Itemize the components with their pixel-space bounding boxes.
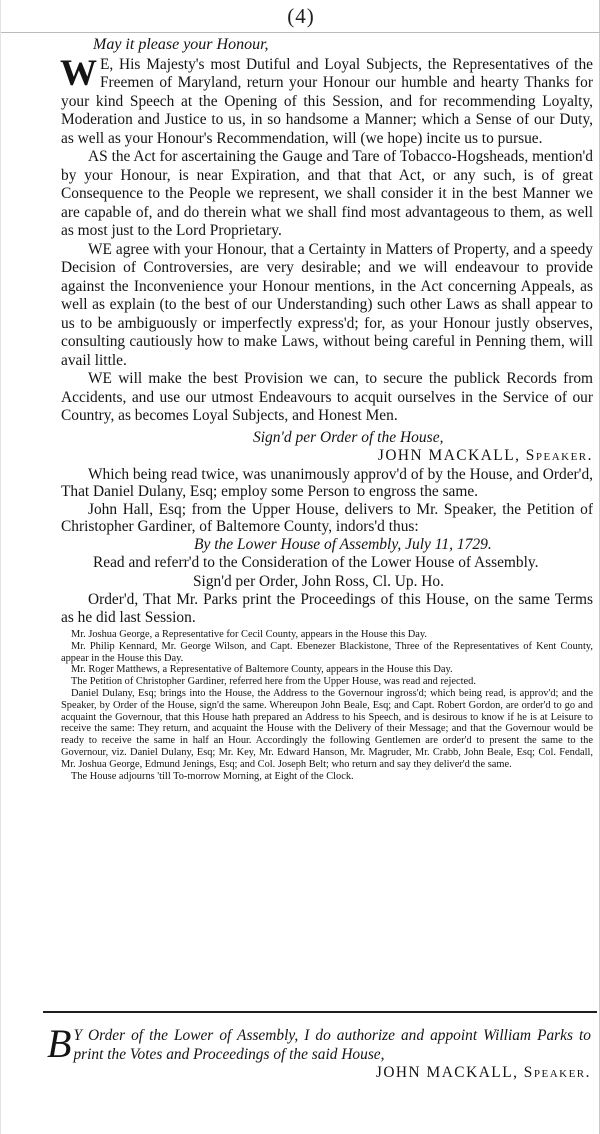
note-1: Mr. Joshua George, a Representative for Cecil County, appears in the House this Day. xyxy=(71,629,427,640)
drop-cap: W xyxy=(60,52,98,94)
page-number: (4) xyxy=(287,4,315,28)
note-2: Mr. Philip Kennard, Mr. George Wilson, and Capt. Ebenezer Blackistone, Three of the Representatives of Kent County, appear in the House this Day. xyxy=(61,640,593,664)
authorization-text xyxy=(47,1021,591,1066)
address-paragraph-1-text: E, His Majesty's most Dutiful and Loyal Subjects, the Representatives of the Freemen of Maryland, return your Honour our humble and hearty Thanks for your kind Speech at the Opening of this Session, and for recommending Loyalty, Moderation and Justice to us, in so handsome a Manner; which a Sense of our Duty, as well as your Honour's Recommendation, will (we hope) incite us to pursue. xyxy=(61,55,593,147)
authorization-body: Y Order of the Lower of Assembly, I do authorize and appoint William Parks to print the Votes and Proceedings of the said House, xyxy=(73,1027,591,1063)
speaker-signature: JOHN MACKALL, Speaker. xyxy=(377,447,593,464)
authorization-block xyxy=(47,1021,591,1083)
header-rule xyxy=(1,32,600,33)
petition-referral: Read and referr'd to the Consideration of the Lower House of Assembly. xyxy=(93,554,539,571)
petition-endorsement: By the Lower House of Assembly, July 11, 1729. xyxy=(194,535,492,553)
address-paragraph-2: AS the Act for ascertaining the Gauge and Tare of Tobacco-Hogsheads, mention'd by your Honour, is near Expiration, and that that Act, or any such, is of great Consequence to the People we represent, we shall consider it in the best Manner we are capable of, and do therein what we shall find most advantageous to them, as well as most just to the Lord Proprietary. xyxy=(61,148,593,239)
salutation: May it please your Honour, xyxy=(93,36,269,53)
address-paragraph-4: WE will make the best Provision we can, to secure the publick Records from Accidents, and use our utmost Endeavours to acquit ourselves in the Service of our Country, as becomes Loyal Subjects, and Honest Men. xyxy=(61,370,593,424)
section-rule xyxy=(43,1011,597,1013)
note-6: The House adjourns 'till To-morrow Morning, at Eight of the Clock. xyxy=(71,770,354,782)
address-paragraph-1 xyxy=(60,52,593,149)
proceeding-approval: Which being read twice, was unanimously approv'd of by the House, and Order'd, That Daniel Dulany, Esq; employ some Person to engross the same. xyxy=(61,465,593,500)
address-paragraph-3: WE agree with your Honour, that a Certainty in Matters of Property, and a speedy Decision of Controversies, are very desirable; and we will endeavour to provide against the Inconvenience your Honour mentions, in the Act concerning Appeals, as well as explain (to the best of our Understanding) such other Laws as shall appear to us to be ambiguously or imperfectly express'd; for, as your Honour justly observes, consulting cautiously how to make Laws, without being careful in Penning them, will avail little. xyxy=(61,240,593,369)
note-4: The Petition of Christopher Gardiner, referred here from the Upper House, was read and rejected. xyxy=(71,676,476,688)
proceeding-petition: John Hall, Esq; from the Upper House, delivers to Mr. Speaker, the Petition of Christopher Gardiner, of Baltemore County, indors'd thus: xyxy=(61,500,593,535)
print-order: Order'd, That Mr. Parks print the Proceedings of this House, on the same Terms as he did last Session. xyxy=(61,591,593,626)
minutes-notes xyxy=(61,629,593,782)
signed-order-line: Sign'd per Order of the House, xyxy=(253,428,444,446)
note-5: Daniel Dulany, Esq; brings into the House, the Address to the Governour ingross'd; which being read, is approv'd; and the Speaker, by Order of the House, sign'd the same. Whereupon John Beale, Esq; and Capt. Robert Gordon, are order'd to go and acquaint the Governour, that this House hath prepared an Address to his Speech, and is desirous to know if he is at Leisure to receive the same: They return, and acquaint the House with the Delivery of their Message; and that the Governour would be ready to receive the same in half an Hour. Accordingly the following Gentlemen are order'd to present the same to the Governour, viz. Daniel Dulany, Esq; Mr. Key, Mr. Edward Hanson, Mr. Magruder, Mr. Crabb, John Beale, Esq; Col. Fendall, Mr. Joshua George, Edmund Jenings, Esq; and Col. Joseph Belt; who return and say they deliver'd the same. xyxy=(61,687,593,770)
main-text xyxy=(61,36,593,782)
petition-signature: Sign'd per Order, John Ross, Cl. Up. Ho. xyxy=(193,572,444,590)
note-3: Mr. Roger Matthews, a Representative of Baltemore County, appears in the House this Day. xyxy=(71,664,453,676)
authorization-signature: JOHN MACKALL, Speaker. xyxy=(375,1064,591,1081)
authorization-drop-cap: B xyxy=(47,1021,72,1066)
